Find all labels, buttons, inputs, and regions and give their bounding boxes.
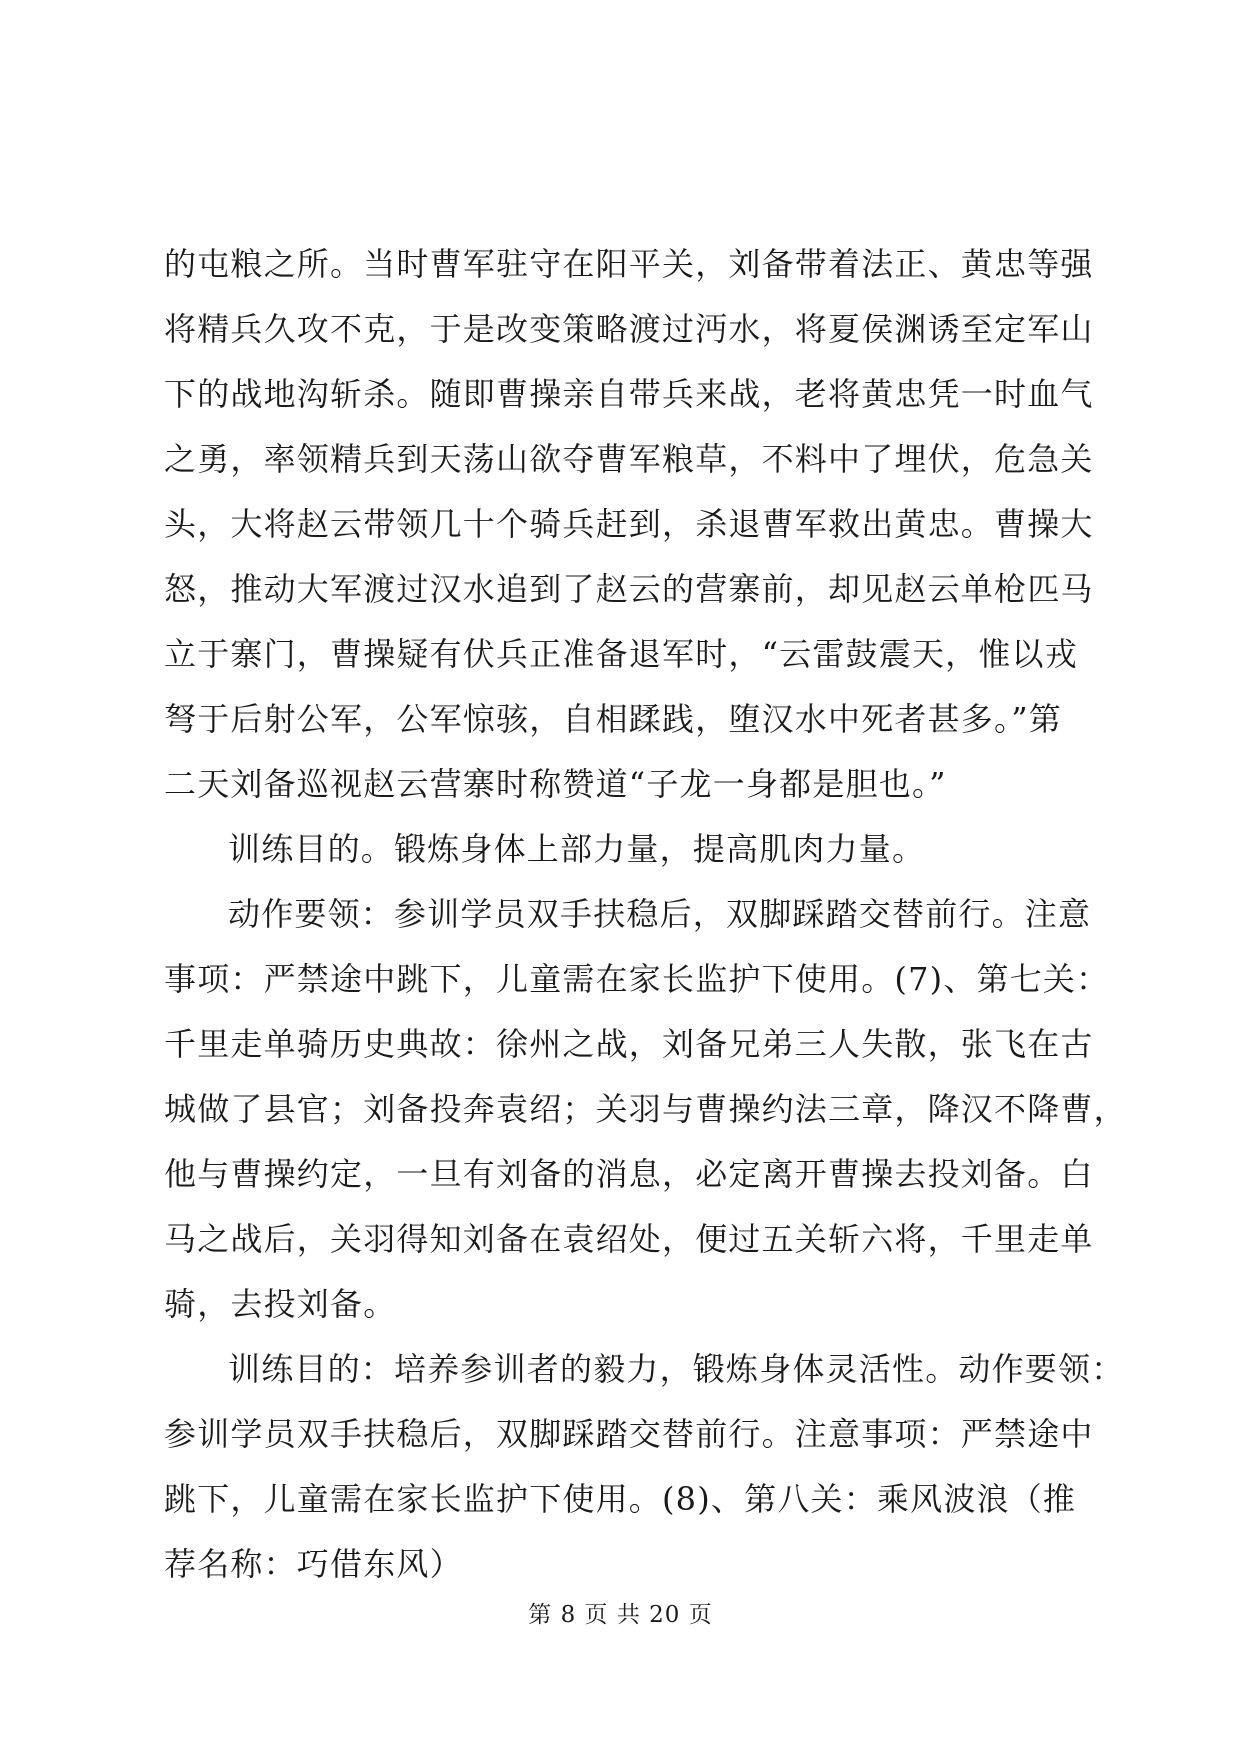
text-line: 二天刘备巡视赵云营寨时称赞道“子龙一身都是胆也。” [164, 765, 947, 803]
text-line: 训练目的：培养参训者的毅力，锻炼身体灵活性。动作要领： [228, 1350, 1125, 1388]
text-line: 骑，去投刘备。 [164, 1285, 397, 1323]
text-line: 之勇，率领精兵到天荡山欲夺曹军粮草，不料中了埋伏，危急关 [164, 440, 1094, 478]
text-line: 将精兵久攻不克，于是改变策略渡过沔水，将夏侯渊诱至定军山 [164, 310, 1094, 348]
text-line: 马之战后，关羽得知刘备在袁绍处，便过五关斩六将，千里走单 [164, 1220, 1094, 1258]
text-line: 动作要领：参训学员双手扶稳后，双脚踩踏交替前行。注意 [228, 895, 1092, 933]
text-line: 训练目的。锻炼身体上部力量，提高肌肉力量。 [228, 830, 926, 868]
text-line: 参训学员双手扶稳后，双脚踩踏交替前行。注意事项：严禁途中 [164, 1415, 1094, 1453]
text-line: 跳下，儿童需在家长监护下使用。(8)、第八关：乘风波浪（推 [164, 1480, 1077, 1518]
text-line: 千里走单骑历史典故：徐州之战，刘备兄弟三人失散，张飞在古 [164, 1025, 1094, 1063]
text-line: 下的战地沟斩杀。随即曹操亲自带兵来战，老将黄忠凭一时血气 [164, 375, 1094, 413]
text-line: 怒，推动大军渡过汉水追到了赵云的营寨前，却见赵云单枪匹马 [164, 570, 1094, 608]
text-line: 城做了县官；刘备投奔袁绍；关羽与曹操约法三章，降汉不降曹， [164, 1090, 1127, 1128]
text-line: 弩于后射公军，公军惊骇，自相蹂践，堕汉水中死者甚多。”第 [164, 700, 1062, 738]
text-line: 头，大将赵云带领几十个骑兵赶到，杀退曹军救出黄忠。曹操大 [164, 505, 1094, 543]
text-line: 的屯粮之所。当时曹军驻守在阳平关，刘备带着法正、黄忠等强 [164, 245, 1094, 283]
document-body [164, 232, 1127, 1597]
text-line: 立于寨门，曹操疑有伏兵正准备退军时，“云雷鼓震天，惟以戎 [164, 635, 1078, 673]
page-number-footer: 第 8 页 共 20 页 [528, 1602, 713, 1628]
text-line: 他与曹操约定，一旦有刘备的消息，必定离开曹操去投刘备。白 [164, 1155, 1094, 1193]
text-line: 荐名称：巧借东风） [164, 1545, 463, 1583]
text-line: 事项：严禁途中跳下，儿童需在家长监护下使用。(7)、第七关： [164, 960, 1110, 998]
